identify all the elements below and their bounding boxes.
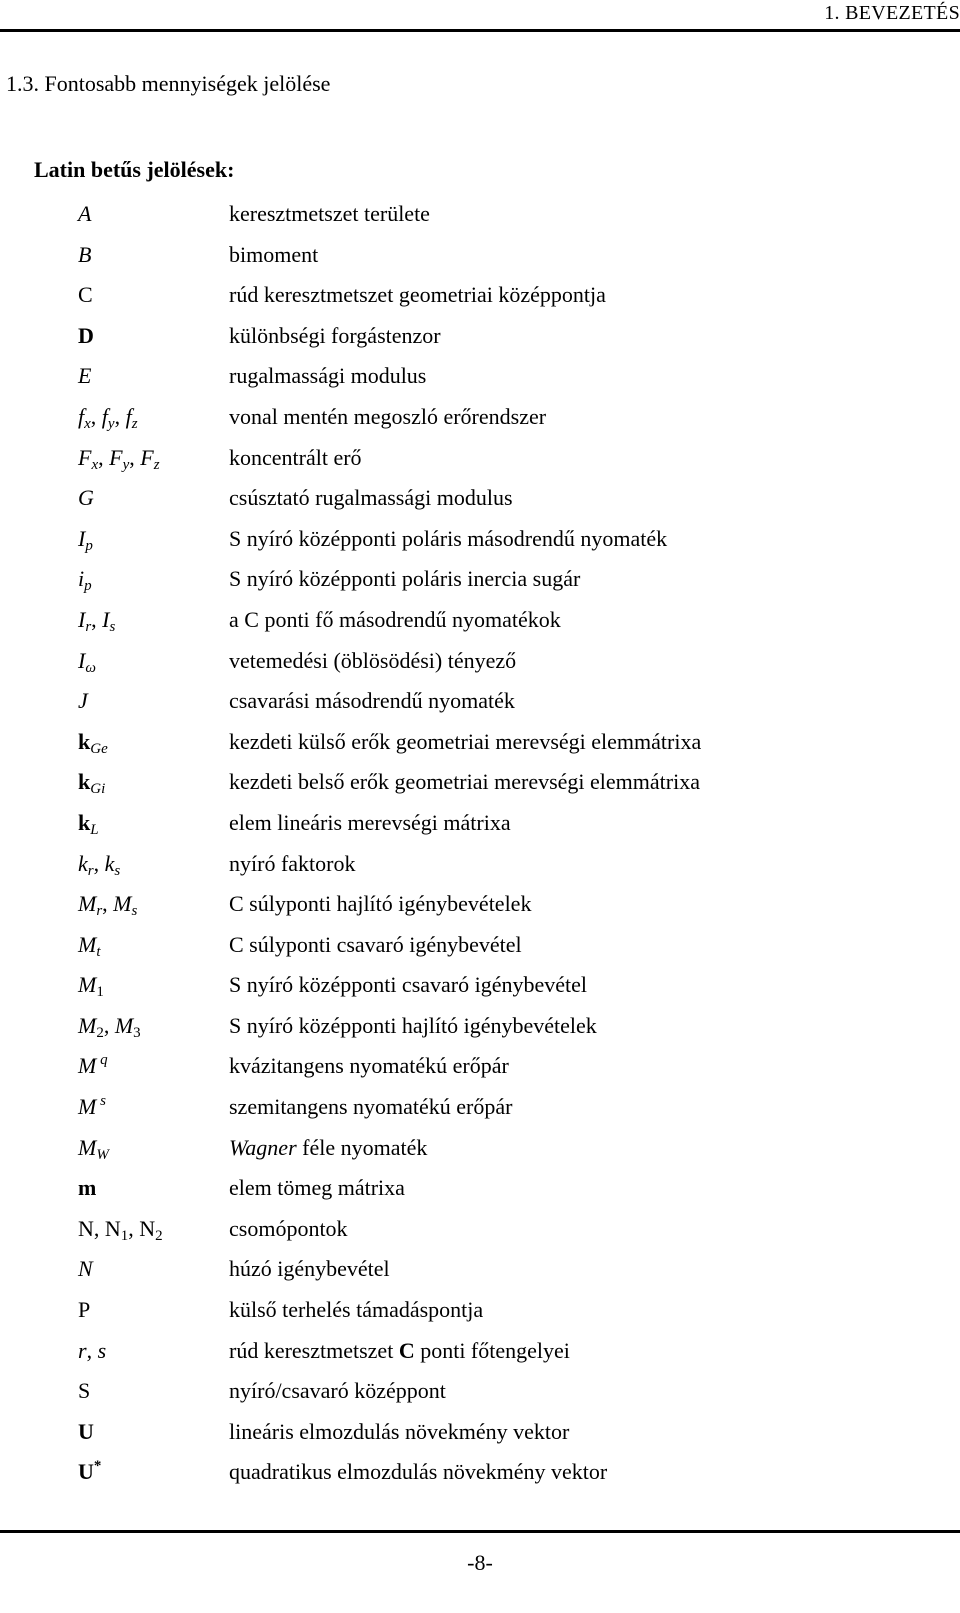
symbol-description: lineáris elmozdulás növekmény vektor <box>229 1418 570 1444</box>
symbol-description: nyíró/csavaró középpont <box>229 1378 446 1404</box>
symbol: N, $N_1$, $N_2$ <box>78 1215 163 1244</box>
symbol: D <box>78 322 94 348</box>
symbol-row <box>0 240 960 281</box>
symbol-description: Wagner féle nyomaték <box>229 1134 428 1160</box>
symbol-row <box>0 1173 960 1214</box>
footer-divider <box>0 1530 960 1533</box>
symbol-description: vetemedési (öblösödési) tényező <box>229 647 517 673</box>
symbol: $M_W$ <box>78 1134 109 1163</box>
symbol-row <box>0 1295 960 1336</box>
symbol-description: csomópontok <box>229 1215 348 1241</box>
symbol-row <box>0 483 960 524</box>
symbol: $M_t$ <box>78 931 101 960</box>
symbol-description: rúd keresztmetszet C ponti főtengelyei <box>229 1337 570 1363</box>
symbol-row <box>0 889 960 930</box>
symbol: $k_L$ <box>78 809 99 838</box>
symbol-row <box>0 1214 960 1255</box>
symbol: $k_{Gi}$ <box>78 769 106 798</box>
symbol-row <box>0 767 960 808</box>
symbol: $I_p$ <box>78 525 93 554</box>
symbol-description: S nyíró középponti hajlító igénybevételek <box>229 1012 597 1038</box>
symbol-description: a C ponti fő másodrendű nyomatékok <box>229 606 561 632</box>
symbol-description: S nyíró középponti poláris másodrendű nyomaték <box>229 525 668 551</box>
symbol: C <box>78 282 93 308</box>
symbol-row <box>0 686 960 727</box>
symbol: m <box>78 1175 97 1201</box>
header-divider <box>0 29 960 32</box>
symbol: S <box>78 1378 91 1404</box>
symbol: $I_r$, $I_s$ <box>78 606 116 635</box>
symbol: J <box>78 688 88 714</box>
symbol-description: S nyíró középponti csavaró igénybevétel <box>229 972 588 998</box>
symbol: $M_r$, $M_s$ <box>78 891 138 920</box>
symbol-row <box>0 1133 960 1174</box>
symbol-row <box>0 1092 960 1133</box>
symbol-row <box>0 727 960 768</box>
symbol-row <box>0 280 960 321</box>
symbol-description: kvázitangens nyomatékú erőpár <box>229 1053 509 1079</box>
symbol-row <box>0 199 960 240</box>
symbol-description: rugalmassági modulus <box>229 363 427 389</box>
symbol-description: nyíró faktorok <box>229 850 356 876</box>
symbol-row <box>0 1417 960 1458</box>
symbol: U* <box>78 1458 102 1485</box>
symbol: M $^q$ <box>78 1052 108 1079</box>
symbol-description: keresztmetszet területe <box>229 201 430 226</box>
symbol: B <box>78 241 92 267</box>
symbol-row <box>0 1457 960 1498</box>
symbol-description: quadratikus elmozdulás növekmény vektor <box>229 1459 608 1485</box>
symbol: E <box>78 363 92 389</box>
chapter-header: 1. BEVEZETÉS <box>824 2 960 24</box>
symbol-row <box>0 970 960 1011</box>
symbol-description: szemitangens nyomatékú erőpár <box>229 1094 513 1120</box>
symbol-row <box>0 402 960 443</box>
symbol: $F_x$, $F_y$, $F_z$ <box>78 444 160 473</box>
symbol-description: S nyíró középponti poláris inercia sugár <box>229 566 581 592</box>
symbol-description: csúsztató rugalmassági modulus <box>229 485 513 511</box>
section-title: 1.3. Fontosabb mennyiségek jelölése <box>6 71 331 96</box>
symbol-description: külső terhelés támadáspontja <box>229 1297 484 1323</box>
symbol-description: vonal mentén megoszló erőrendszer <box>229 403 547 429</box>
symbol-description: különbségi forgástenzor <box>229 322 441 348</box>
symbol-row <box>0 443 960 484</box>
symbol-description: húzó igénybevétel <box>229 1256 390 1282</box>
symbol: U <box>78 1418 94 1444</box>
symbol-row <box>0 808 960 849</box>
symbol: $i_p$ <box>78 566 92 595</box>
symbol-description: bimoment <box>229 241 319 267</box>
symbol-row <box>0 321 960 362</box>
page-number: -8- <box>467 1550 493 1575</box>
symbol: G <box>78 485 94 511</box>
symbol-description: rúd keresztmetszet geometriai középpontja <box>229 282 606 308</box>
symbol: M $^s$ <box>78 1093 106 1120</box>
symbol-row <box>0 1336 960 1377</box>
symbol-description: kezdeti külső erők geometriai merevségi elemmátrixa <box>229 728 702 754</box>
symbol-row <box>0 646 960 687</box>
symbol-row <box>0 524 960 565</box>
symbol-list <box>0 199 960 1498</box>
symbol: r, s <box>78 1337 107 1363</box>
symbol-description: koncentrált erő <box>229 444 362 470</box>
symbol-row <box>0 361 960 402</box>
symbol-description: C súlyponti hajlító igénybevételek <box>229 891 532 917</box>
symbol-description: elem tömeg mátrixa <box>229 1175 405 1201</box>
symbol-row <box>0 1051 960 1092</box>
symbol: $k_r$, $k_s$ <box>78 850 121 879</box>
symbol: $M_2$, $M_3$ <box>78 1012 141 1041</box>
symbol-row <box>0 1011 960 1052</box>
symbol-row <box>0 605 960 646</box>
symbol: A <box>78 201 92 226</box>
subsection-title: Latin betűs jelölések: <box>34 157 235 182</box>
symbol-row <box>0 849 960 890</box>
symbol: N <box>78 1256 93 1282</box>
symbol-row <box>0 1254 960 1295</box>
symbol-row <box>0 1376 960 1417</box>
symbol-description: csavarási másodrendű nyomaték <box>229 688 515 714</box>
symbol-row <box>0 564 960 605</box>
symbol: $k_{Ge}$ <box>78 728 108 757</box>
symbol: $I_\omega$ <box>78 647 96 676</box>
symbol-row <box>0 930 960 971</box>
symbol-description: elem lineáris merevségi mátrixa <box>229 809 511 835</box>
symbol: $f_x$, $f_y$, $f_z$ <box>78 403 138 432</box>
symbol: P <box>78 1297 91 1323</box>
symbol-description: C súlyponti csavaró igénybevétel <box>229 931 522 957</box>
symbol-description: kezdeti belső erők geometriai merevségi elemmátrixa <box>229 769 700 795</box>
symbol: $M_1$ <box>78 972 104 1001</box>
